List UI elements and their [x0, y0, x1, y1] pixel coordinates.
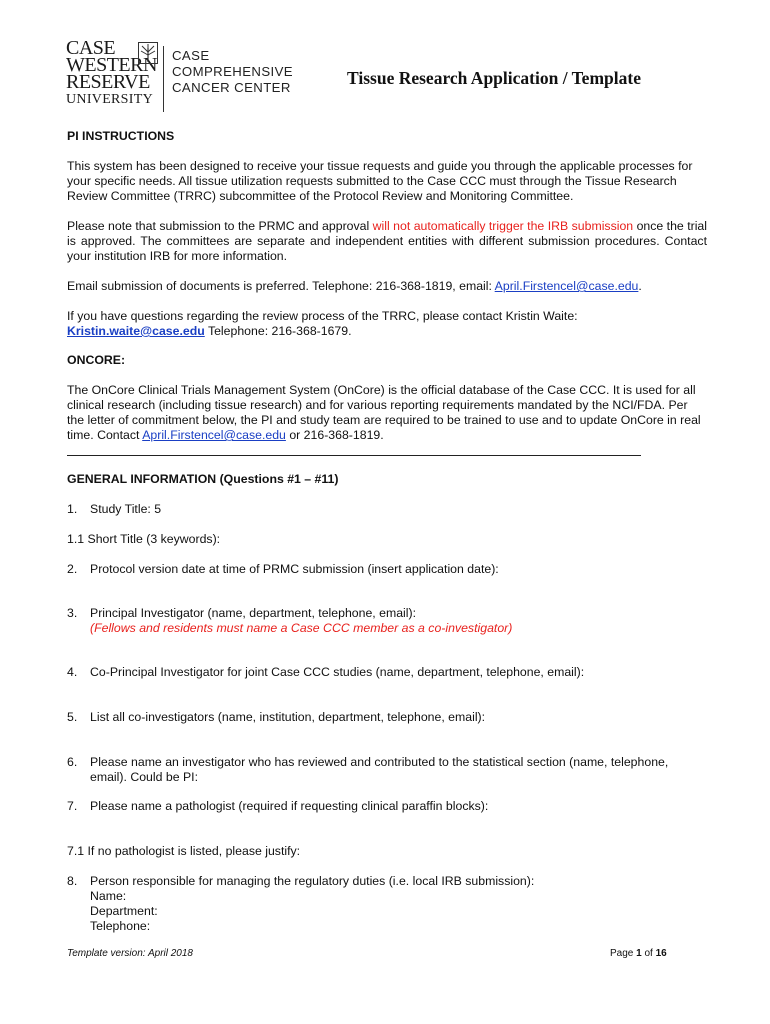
- question-text: List all co-investigators (name, institution, department, telephone, email):: [90, 710, 486, 724]
- question-text: Co-Principal Investigator for joint Case CCC studies (name, department, telephone, email):: [90, 665, 585, 679]
- department-label: Department:: [90, 904, 158, 918]
- paragraph-text: or 216-368-1819.: [285, 428, 384, 442]
- question-1-1: 1.1 Short Title (3 keywords):: [67, 532, 221, 546]
- oncore-paragraph: [67, 383, 707, 443]
- email-link[interactable]: April.Firstencel@case.edu: [142, 428, 286, 442]
- question-2: [67, 562, 707, 577]
- logo-line: UNIVERSITY: [66, 92, 153, 107]
- paragraph-text: Telephone: 216-368-1679.: [204, 324, 352, 338]
- paragraph-text: The OnCore Clinical Trials Management System (OnCore) is the official database of the Case CCC. It is used for all clinical research (including tissue research) and for various reporting requirements mandated by the NCI/FDA. Per the letter of commitment below, the PI and study team are required to be trained to use and to update OnCore in real time. Contact: [67, 383, 701, 442]
- question-number: 4.: [67, 665, 78, 679]
- question-number: 1.: [67, 502, 78, 516]
- question-3: [67, 606, 707, 636]
- question-8: [67, 874, 707, 934]
- current-page: 1: [636, 948, 642, 959]
- question-number: 5.: [67, 710, 78, 724]
- section-divider: [67, 455, 641, 456]
- oncore-heading: ONCORE:: [67, 353, 126, 367]
- paragraph-text: If you have questions regarding the review process of the TRRC, please contact Kristin Waite:: [67, 309, 578, 323]
- question-5: [67, 710, 707, 725]
- kristin-email-link[interactable]: Kristin.waite@case.edu: [67, 324, 205, 338]
- question-text: Study Title: 5: [90, 502, 162, 516]
- name-label: Name:: [90, 889, 127, 903]
- question-text: Principal Investigator (name, department, telephone, email):: [90, 606, 417, 620]
- tree-emblem-icon: [138, 42, 158, 64]
- question-4: [67, 665, 707, 680]
- pi-instructions-heading: PI INSTRUCTIONS: [67, 129, 175, 143]
- of-label: of: [641, 948, 656, 959]
- question-number: 7.: [67, 799, 78, 813]
- paragraph-text: Please note that submission to the PRMC and approval: [67, 219, 373, 233]
- question-number: 6.: [67, 755, 78, 769]
- logo-line: COMPREHENSIVE: [172, 64, 293, 79]
- page-number: [610, 948, 667, 959]
- question-7: [67, 799, 707, 814]
- irb-warning-text: will not automatically trigger the IRB submission: [372, 219, 634, 233]
- question-number: 2.: [67, 562, 78, 576]
- prmc-note-paragraph: [67, 219, 707, 264]
- question-text: Person responsible for managing the regulatory duties (i.e. local IRB submission):: [90, 874, 535, 888]
- trrc-contact-paragraph: [67, 309, 707, 339]
- total-pages: 16: [655, 948, 667, 959]
- paragraph-text: Email submission of documents is preferred. Telephone: 216-368-1819, email:: [67, 279, 495, 293]
- cwru-ccc-logo: [66, 37, 293, 115]
- email-submission-paragraph: [67, 279, 707, 294]
- question-text: Please name a pathologist (required if requesting clinical paraffin blocks):: [90, 799, 489, 813]
- question-1: [67, 502, 707, 517]
- question-text: Please name an investigator who has reviewed and contributed to the statistical section (name, telephone, email). Could be PI:: [90, 755, 669, 784]
- logo-line: CANCER CENTER: [172, 80, 291, 95]
- question-number: 3.: [67, 606, 78, 620]
- document-title: Tissue Research Application / Template: [347, 68, 641, 88]
- general-information-heading: GENERAL INFORMATION (Questions #1 – #11): [67, 472, 339, 486]
- paragraph-text: .: [638, 279, 642, 293]
- logo-line: RESERVE: [66, 71, 150, 93]
- logo-line: WESTERN: [66, 54, 157, 76]
- question-number: 8.: [67, 874, 78, 888]
- fellows-note: (Fellows and residents must name a Case CCC member as a co-investigator): [90, 621, 513, 635]
- logo-line: CASE: [172, 48, 210, 63]
- ccc-wordmark: [172, 48, 293, 96]
- template-version: Template version: April 2018: [67, 948, 193, 959]
- page-label: Page: [610, 948, 637, 959]
- logo-line: CASE: [66, 37, 116, 59]
- pi-instructions-paragraph: This system has been designed to receive your tissue requests and guide you through the applicable processes for your specific needs. All tissue utilization requests submitted to the Case CCC must through the Tissue Research Review Committee (TRRC) subcommittee of the Protocol Review and Monitoring Committee.: [67, 159, 693, 203]
- paragraph-text: once the trial is approved. The committees are separate and independent entities with different submission procedures. Contact your institution IRB for more information.: [67, 219, 708, 263]
- logo-divider: [163, 46, 164, 112]
- email-link[interactable]: April.Firstencel@case.edu: [494, 279, 639, 293]
- telephone-label: Telephone:: [90, 919, 151, 933]
- question-6: [67, 755, 707, 785]
- question-7-1: 7.1 If no pathologist is listed, please justify:: [67, 844, 301, 858]
- question-text: Protocol version date at time of PRMC submission (insert application date):: [90, 562, 499, 576]
